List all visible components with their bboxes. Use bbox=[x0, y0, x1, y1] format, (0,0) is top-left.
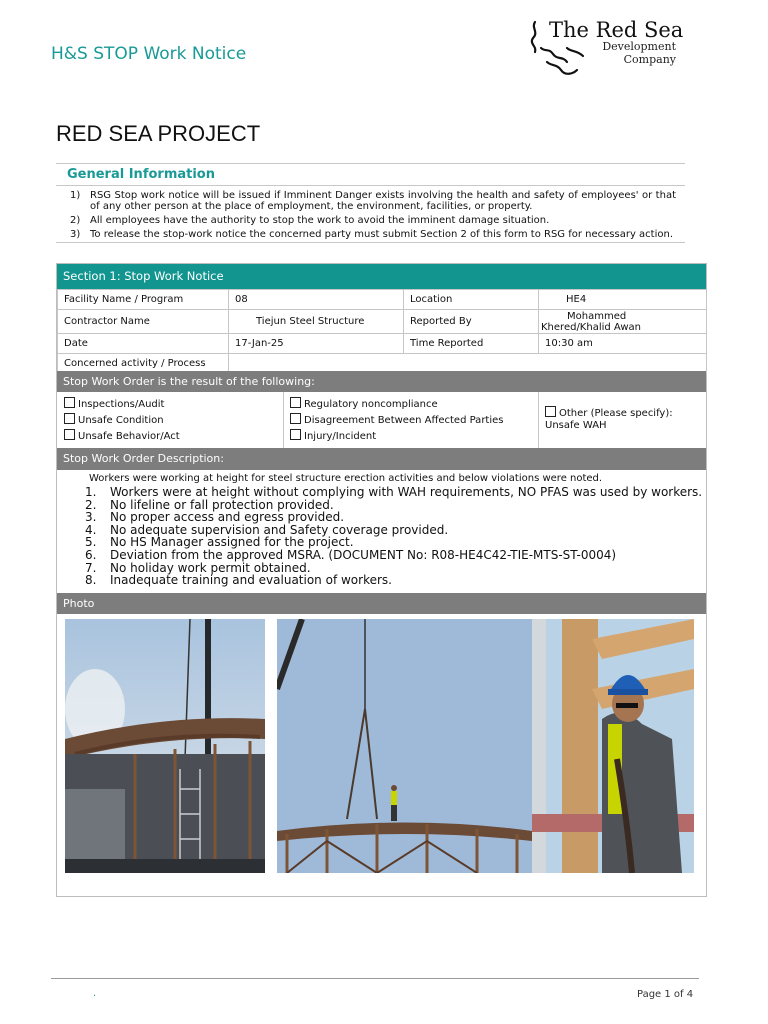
page-number: Page 1 of 4 bbox=[637, 989, 694, 1000]
list-item bbox=[56, 190, 685, 212]
list-number: 1. bbox=[85, 485, 97, 499]
stop-order-checklist bbox=[57, 392, 707, 448]
checkbox-label: Regulatory noncompliance bbox=[304, 399, 438, 410]
section-1-title: Section 1: Stop Work Notice bbox=[57, 264, 706, 289]
list-number: 2) bbox=[70, 215, 81, 226]
checkbox-inspections-audit[interactable] bbox=[64, 397, 164, 410]
checkbox-label: Unsafe Condition bbox=[78, 415, 164, 426]
table-value: 08 bbox=[229, 290, 404, 310]
stop-order-title: Stop Work Order is the result of the following: bbox=[57, 371, 706, 392]
checklist-column bbox=[283, 392, 539, 448]
general-information bbox=[56, 163, 685, 243]
table-value: 17-Jan-25 bbox=[229, 334, 404, 354]
table-value: 10:30 am bbox=[539, 334, 707, 354]
list-text: No proper access and egress provided. bbox=[110, 510, 345, 525]
other-specify-value: Unsafe WAH bbox=[545, 420, 607, 431]
checkbox-label: Unsafe Behavior/Act bbox=[78, 431, 180, 442]
checklist-column bbox=[538, 392, 707, 448]
table-label: Location bbox=[404, 290, 539, 310]
list-number: 7. bbox=[85, 560, 97, 575]
violations-list bbox=[85, 486, 702, 587]
list-number: 6. bbox=[85, 547, 97, 562]
table-row bbox=[58, 310, 707, 334]
site-photo-1 bbox=[65, 619, 265, 873]
checkbox-injury-incident[interactable] bbox=[290, 429, 376, 442]
checkbox-label: Disagreement Between Affected Parties bbox=[304, 415, 504, 426]
list-number: 3) bbox=[70, 229, 81, 240]
checkbox-unsafe-condition[interactable] bbox=[64, 413, 164, 426]
table-label: Date bbox=[58, 334, 229, 354]
logo-subtitle-line1: Development bbox=[602, 40, 676, 53]
checkbox-label: Inspections/Audit bbox=[78, 399, 165, 410]
table-label: Contractor Name bbox=[58, 310, 229, 334]
logo-title: The Red Sea bbox=[549, 18, 684, 42]
checkbox-other[interactable] bbox=[545, 406, 673, 419]
table-label: Reported By bbox=[404, 310, 539, 334]
divider bbox=[56, 242, 685, 243]
checkbox-icon[interactable] bbox=[64, 397, 75, 408]
reported-by-line1: Mohammed bbox=[567, 310, 627, 322]
list-text: No HS Manager assigned for the project. bbox=[110, 535, 354, 550]
checkbox-icon[interactable] bbox=[290, 413, 301, 424]
list-text: Inadequate training and evaluation of workers. bbox=[110, 573, 392, 588]
checkbox-disagreement[interactable] bbox=[290, 413, 504, 426]
checkbox-label: Other (Please specify): bbox=[559, 408, 673, 419]
table-value: HE4 bbox=[539, 290, 707, 310]
checkbox-unsafe-behavior[interactable] bbox=[64, 429, 180, 442]
general-information-list bbox=[56, 190, 685, 240]
list-text: No lifeline or fall protection provided. bbox=[110, 497, 334, 512]
list-number: 8. bbox=[85, 573, 97, 588]
list-text: Deviation from the approved MSRA. (DOCUMENT No: R08-HE4C42-TIE-MTS-ST-0004) bbox=[110, 547, 617, 562]
list-item bbox=[85, 574, 702, 587]
checkbox-icon[interactable] bbox=[290, 397, 301, 408]
description-intro: Workers were working at height for steel structure erection activities and below violations were noted. bbox=[89, 473, 603, 484]
list-item bbox=[56, 215, 685, 226]
checkbox-regulatory-noncompliance[interactable] bbox=[290, 397, 438, 410]
photo-section-title: Photo bbox=[57, 593, 706, 614]
table-value: Tiejun Steel Structure bbox=[229, 310, 404, 334]
list-text: All employees have the authority to stop the work to avoid the imminent damage situation. bbox=[90, 215, 550, 226]
checkbox-icon[interactable] bbox=[64, 413, 75, 424]
list-text: No holiday work permit obtained. bbox=[110, 560, 311, 575]
table-value bbox=[539, 310, 707, 334]
table-label: Facility Name / Program bbox=[58, 290, 229, 310]
table-row bbox=[58, 334, 707, 354]
site-photo-2 bbox=[277, 619, 532, 873]
table-label: Time Reported bbox=[404, 334, 539, 354]
list-number: 4. bbox=[85, 522, 97, 537]
checklist-column bbox=[57, 392, 284, 448]
list-number: 5. bbox=[85, 535, 97, 550]
general-information-title: General Information bbox=[56, 164, 685, 186]
list-text: To release the stop-work notice the concerned party must submit Section 2 of this form to RSG for necessary action. bbox=[90, 229, 673, 240]
logo-subtitle-line2: Company bbox=[623, 53, 676, 66]
section-1-table bbox=[57, 289, 707, 374]
list-number: 1) bbox=[70, 190, 81, 201]
list-text: No adequate supervision and Safety coverage provided. bbox=[110, 522, 449, 537]
header-title: H&S STOP Work Notice bbox=[51, 44, 247, 64]
checkbox-icon[interactable] bbox=[64, 429, 75, 440]
list-item bbox=[56, 229, 685, 240]
logo-subtitle bbox=[602, 40, 676, 66]
reported-by-line2: Khered/Khalid Awan bbox=[541, 321, 641, 333]
section-1-box bbox=[56, 263, 707, 897]
table-row bbox=[58, 290, 707, 310]
list-text: Workers were at height without complying with WAH requirements, NO PFAS was used by workers. bbox=[110, 485, 703, 499]
list-number: 3. bbox=[85, 510, 97, 525]
list-number: 2. bbox=[85, 497, 97, 512]
footer-dot: . bbox=[93, 988, 97, 999]
checkbox-label: Injury/Incident bbox=[304, 431, 377, 442]
site-photo-3 bbox=[532, 619, 694, 873]
checkbox-icon[interactable] bbox=[545, 406, 556, 417]
table-label: Concerned activity / Process bbox=[58, 354, 229, 374]
description-title: Stop Work Order Description: bbox=[57, 448, 706, 470]
footer-divider bbox=[51, 978, 699, 979]
company-logo bbox=[527, 18, 687, 80]
checkbox-icon[interactable] bbox=[290, 429, 301, 440]
project-title: RED SEA PROJECT bbox=[56, 121, 261, 146]
list-text: RSG Stop work notice will be issued if Imminent Danger exists involving the health and safety of employees' or that of any other person at the place of employment, the environment, facilities, or property. bbox=[90, 190, 676, 212]
